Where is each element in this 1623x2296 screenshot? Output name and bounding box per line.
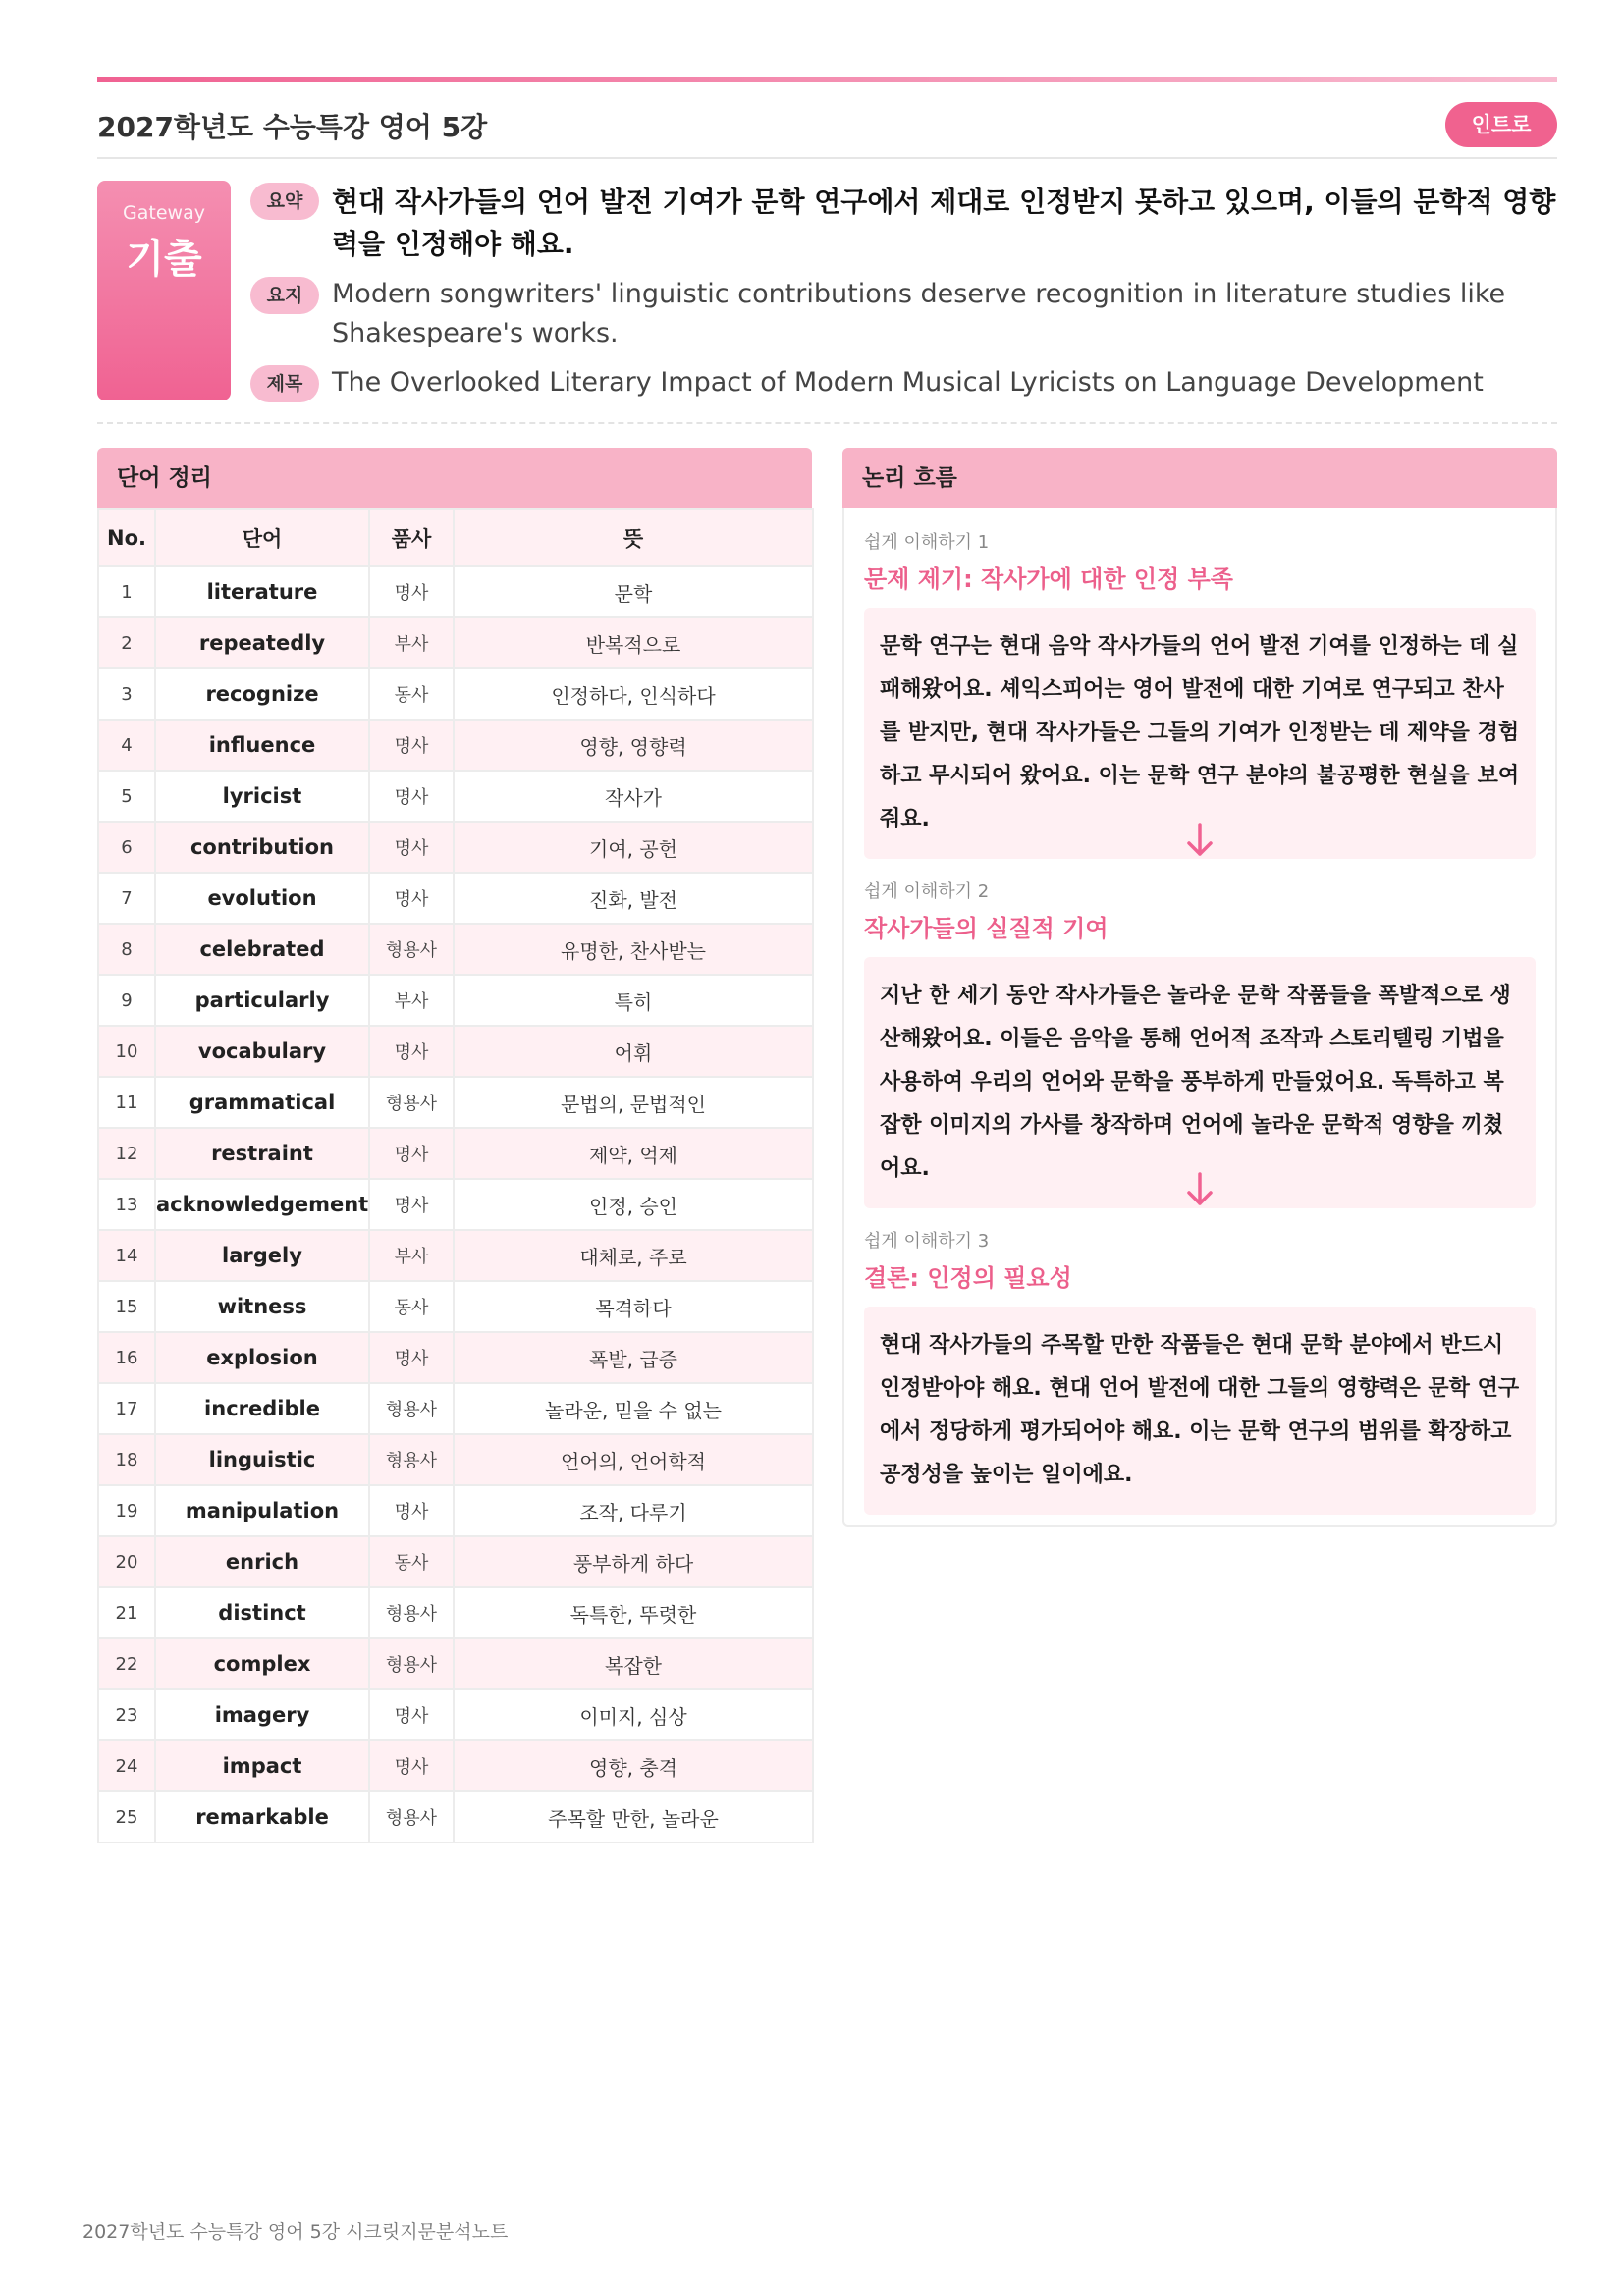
word-meaning: 복잡한: [454, 1638, 813, 1689]
part-of-speech: 명사: [369, 873, 454, 924]
row-number: 16: [98, 1332, 155, 1383]
arrow-down-icon: [1184, 821, 1216, 860]
gist-row: [250, 277, 1566, 355]
logic-heading: 논리 흐름: [842, 448, 1557, 508]
gateway-box: [97, 181, 231, 400]
part-of-speech: 동사: [369, 1281, 454, 1332]
word-meaning: 풍부하게 하다: [454, 1536, 813, 1587]
part-of-speech: 부사: [369, 617, 454, 668]
row-number: 17: [98, 1383, 155, 1434]
word-meaning: 목격하다: [454, 1281, 813, 1332]
vocab-table: [97, 508, 814, 1843]
table-row: [98, 1740, 813, 1791]
table-row: [98, 1332, 813, 1383]
vocab-word: grammatical: [155, 1077, 369, 1128]
word-meaning: 놀라운, 믿을 수 없는: [454, 1383, 813, 1434]
row-number: 22: [98, 1638, 155, 1689]
part-of-speech: 명사: [369, 1026, 454, 1077]
table-row: [98, 668, 813, 720]
summary-tag: 요약: [250, 183, 319, 220]
step-title: 결론: 인정의 필요성: [864, 1264, 1072, 1292]
vocab-word: repeatedly: [155, 617, 369, 668]
gateway-title: 기출: [126, 237, 202, 282]
vocab-word: lyricist: [155, 771, 369, 822]
vocab-word: explosion: [155, 1332, 369, 1383]
word-meaning: 문법의, 문법적인: [454, 1077, 813, 1128]
table-row: [98, 1026, 813, 1077]
row-number: 13: [98, 1179, 155, 1230]
row-number: 6: [98, 822, 155, 873]
part-of-speech: 부사: [369, 975, 454, 1026]
title-text: The Overlooked Literary Impact of Modern Musical Lyricists on Language Development: [332, 367, 1484, 398]
step-text: 현대 작사가들의 주목할 만한 작품들은 현대 문학 분야에서 반드시 인정받아야 해요. 현대 언어 발전에 대한 그들의 영향력은 문학 연구에서 정당하게 평가되어야 해요. 이는 문학 연구의 범위를 확장하고 공정성을 높이는 일이에요.: [864, 1307, 1536, 1515]
row-number: 9: [98, 975, 155, 1026]
top-accent-bar: [97, 77, 1557, 82]
part-of-speech: 동사: [369, 1536, 454, 1587]
vocab-word: particularly: [155, 975, 369, 1026]
row-number: 2: [98, 617, 155, 668]
word-meaning: 특히: [454, 975, 813, 1026]
step-title: 문제 제기: 작사가에 대한 인정 부족: [864, 565, 1233, 593]
vocab-word: literature: [155, 566, 369, 617]
table-row: [98, 1791, 813, 1842]
word-meaning: 영향, 충격: [454, 1740, 813, 1791]
table-row: [98, 617, 813, 668]
vocab-word: vocabulary: [155, 1026, 369, 1077]
table-row: [98, 720, 813, 771]
vocab-word: evolution: [155, 873, 369, 924]
word-meaning: 기여, 공헌: [454, 822, 813, 873]
table-row: [98, 1128, 813, 1179]
table-row: [98, 566, 813, 617]
row-number: 23: [98, 1689, 155, 1740]
part-of-speech: 형용사: [369, 1638, 454, 1689]
word-meaning: 작사가: [454, 771, 813, 822]
table-row: [98, 1077, 813, 1128]
word-meaning: 조작, 다루기: [454, 1485, 813, 1536]
vocab-word: acknowledgement: [155, 1179, 369, 1230]
vocab-word: imagery: [155, 1689, 369, 1740]
part-of-speech: 형용사: [369, 1434, 454, 1485]
table-row: [98, 1689, 813, 1740]
word-meaning: 어휘: [454, 1026, 813, 1077]
table-row: [98, 924, 813, 975]
table-row: [98, 1230, 813, 1281]
vocab-word: celebrated: [155, 924, 369, 975]
column-header-pos: 품사: [369, 509, 454, 566]
step-text: 지난 한 세기 동안 작사가들은 놀라운 문학 작품들을 폭발적으로 생산해왔어요. 이들은 음악을 통해 언어적 조작과 스토리텔링 기법을 사용하여 우리의 언어와 문학을 풍부하게 만들었어요. 독특하고 복잡한 이미지의 가사를 창작하며 언어에 놀라운 문학적 영향을 끼쳤어요.: [864, 957, 1536, 1208]
gist-tag: 요지: [250, 277, 319, 314]
logic-step-1: [864, 528, 1536, 859]
part-of-speech: 형용사: [369, 1791, 454, 1842]
word-meaning: 대체로, 주로: [454, 1230, 813, 1281]
word-meaning: 문학: [454, 566, 813, 617]
table-row: [98, 873, 813, 924]
step-label: 쉽게 이해하기 3: [864, 1231, 990, 1252]
part-of-speech: 동사: [369, 668, 454, 720]
word-meaning: 진화, 발전: [454, 873, 813, 924]
row-number: 24: [98, 1740, 155, 1791]
table-row: [98, 822, 813, 873]
word-meaning: 주목할 만한, 놀라운: [454, 1791, 813, 1842]
row-number: 1: [98, 566, 155, 617]
part-of-speech: 명사: [369, 822, 454, 873]
row-number: 14: [98, 1230, 155, 1281]
part-of-speech: 명사: [369, 1485, 454, 1536]
table-row: [98, 1383, 813, 1434]
part-of-speech: 명사: [369, 1332, 454, 1383]
part-of-speech: 명사: [369, 720, 454, 771]
table-row: [98, 771, 813, 822]
table-row: [98, 1281, 813, 1332]
vocab-word: remarkable: [155, 1791, 369, 1842]
word-meaning: 유명한, 찬사받는: [454, 924, 813, 975]
row-number: 11: [98, 1077, 155, 1128]
page-header: [97, 102, 1557, 159]
row-number: 21: [98, 1587, 155, 1638]
part-of-speech: 형용사: [369, 924, 454, 975]
page-title: 2027학년도 수능특강 영어 5강: [97, 111, 488, 143]
part-of-speech: 명사: [369, 1689, 454, 1740]
vocab-word: impact: [155, 1740, 369, 1791]
word-meaning: 제약, 억제: [454, 1128, 813, 1179]
row-number: 8: [98, 924, 155, 975]
row-number: 5: [98, 771, 155, 822]
logic-panel: [842, 448, 1557, 1527]
part-of-speech: 명사: [369, 1740, 454, 1791]
word-meaning: 이미지, 심상: [454, 1689, 813, 1740]
gateway-label: Gateway: [123, 202, 205, 224]
step-label: 쉽게 이해하기 2: [864, 881, 990, 902]
row-number: 3: [98, 668, 155, 720]
step-label: 쉽게 이해하기 1: [864, 532, 990, 553]
word-meaning: 인정하다, 인식하다: [454, 668, 813, 720]
table-row: [98, 1638, 813, 1689]
vocab-word: recognize: [155, 668, 369, 720]
step-text: 문학 연구는 현대 음악 작사가들의 언어 발전 기여를 인정하는 데 실패해왔어요. 셰익스피어는 영어 발전에 대한 기여로 연구되고 찬사를 받지만, 현대 작사가들은 그들의 기여가 인정받는 데 제약을 경험하고 무시되어 왔어요. 이는 문학 연구 분야의 불공평한 현실을 보여줘요.: [864, 608, 1536, 859]
row-number: 25: [98, 1791, 155, 1842]
vocab-word: witness: [155, 1281, 369, 1332]
vocab-word: complex: [155, 1638, 369, 1689]
vocab-word: restraint: [155, 1128, 369, 1179]
summary-text: 현대 작사가들의 언어 발전 기여가 문학 연구에서 제대로 인정받지 못하고 있으며, 이들의 문학적 영향력을 인정해야 해요.: [332, 186, 1556, 260]
vocab-word: distinct: [155, 1587, 369, 1638]
table-row: [98, 1536, 813, 1587]
part-of-speech: 명사: [369, 1128, 454, 1179]
column-header-meaning: 뜻: [454, 509, 813, 566]
row-number: 7: [98, 873, 155, 924]
row-number: 19: [98, 1485, 155, 1536]
word-meaning: 영향, 영향력: [454, 720, 813, 771]
divider: [97, 422, 1557, 424]
part-of-speech: 명사: [369, 1179, 454, 1230]
word-meaning: 독특한, 뚜렷한: [454, 1587, 813, 1638]
word-meaning: 폭발, 급증: [454, 1332, 813, 1383]
table-row: [98, 975, 813, 1026]
vocab-word: manipulation: [155, 1485, 369, 1536]
title-tag: 제목: [250, 365, 319, 402]
part-of-speech: 형용사: [369, 1077, 454, 1128]
word-meaning: 인정, 승인: [454, 1179, 813, 1230]
summary-row: [250, 183, 1566, 271]
table-row: [98, 1434, 813, 1485]
vocab-word: contribution: [155, 822, 369, 873]
vocab-heading: 단어 정리: [97, 448, 812, 508]
row-number: 15: [98, 1281, 155, 1332]
vocab-word: linguistic: [155, 1434, 369, 1485]
table-header-row: [98, 509, 813, 566]
row-number: 18: [98, 1434, 155, 1485]
logic-step-3: [864, 1227, 1536, 1515]
intro-badge: 인트로: [1445, 102, 1557, 147]
row-number: 20: [98, 1536, 155, 1587]
part-of-speech: 형용사: [369, 1383, 454, 1434]
vocab-word: enrich: [155, 1536, 369, 1587]
part-of-speech: 명사: [369, 771, 454, 822]
table-row: [98, 1485, 813, 1536]
word-meaning: 반복적으로: [454, 617, 813, 668]
table-row: [98, 1179, 813, 1230]
vocab-word: incredible: [155, 1383, 369, 1434]
word-meaning: 언어의, 언어학적: [454, 1434, 813, 1485]
vocab-panel: [97, 448, 812, 1843]
logic-step-2: [864, 878, 1536, 1208]
part-of-speech: 형용사: [369, 1587, 454, 1638]
column-header-no: No.: [98, 509, 155, 566]
vocab-word: largely: [155, 1230, 369, 1281]
row-number: 12: [98, 1128, 155, 1179]
title-row: [250, 365, 1566, 406]
row-number: 4: [98, 720, 155, 771]
part-of-speech: 명사: [369, 566, 454, 617]
vocab-word: influence: [155, 720, 369, 771]
row-number: 10: [98, 1026, 155, 1077]
page-footer: 2027학년도 수능특강 영어 5강 시크릿지문분석노트: [82, 2221, 509, 2243]
part-of-speech: 부사: [369, 1230, 454, 1281]
step-title: 작사가들의 실질적 기여: [864, 915, 1109, 942]
arrow-down-icon: [1184, 1170, 1216, 1209]
table-row: [98, 1587, 813, 1638]
column-header-word: 단어: [155, 509, 369, 566]
gist-text: Modern songwriters' linguistic contributions deserve recognition in literature studies like Shakespeare's works.: [332, 279, 1506, 348]
